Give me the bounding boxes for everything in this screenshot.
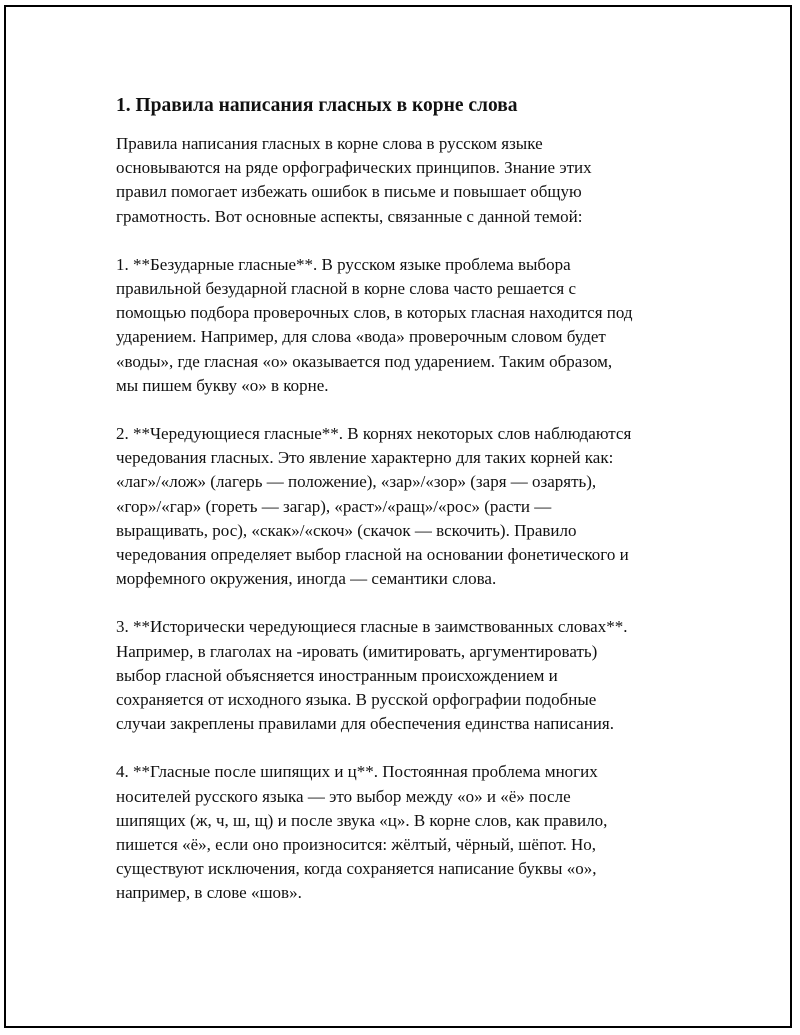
text-line: мы пишем букву «о» в корне. xyxy=(116,375,329,395)
text-line: морфемного окружения, иногда — семантики слова. xyxy=(116,569,497,589)
text-line: выбор гласной объясняется иностранным происхождением и xyxy=(116,665,558,685)
rule-paragraph-borrowed-words xyxy=(116,615,706,736)
text-line: сохраняется от исходного языка. В русской орфографии подобные xyxy=(116,690,597,710)
text-line: «гор»/«гар» (гореть — загар), «раст»/«ращ»/«рос» (расти — xyxy=(116,496,552,516)
text-line: шипящих (ж, ч, ш, щ) и после звука «ц». В корне слов, как правило, xyxy=(116,810,608,830)
text-line: 1. **Безударные гласные**. В русском языке проблема выбора xyxy=(116,254,571,274)
rule-paragraph-sibilants xyxy=(116,760,706,905)
text-line: 2. **Чередующиеся гласные**. В корнях некоторых слов наблюдаются xyxy=(116,424,632,444)
text-line: основываются на ряде орфографических принципов. Знание этих xyxy=(116,158,592,178)
text-line: 3. **Исторически чередующиеся гласные в заимствованных словах**. xyxy=(116,617,628,637)
text-line: 4. **Гласные после шипящих и ц**. Постоянная проблема многих xyxy=(116,762,598,782)
text-line: случаи закреплены правилами для обеспечения единства написания. xyxy=(116,714,614,734)
text-line: ударением. Например, для слова «вода» проверочным словом будет xyxy=(116,327,606,347)
text-line: Правила написания гласных в корне слова в русском языке xyxy=(116,134,543,153)
text-line: Например, в глаголах на -ировать (имитировать, аргументировать) xyxy=(116,641,598,661)
text-line: «воды», где гласная «о» оказывается под ударением. Таким образом, xyxy=(116,351,613,371)
rule-paragraph-unstressed-vowels xyxy=(116,253,706,398)
text-line: «лаг»/«лож» (лагерь — положение), «зар»/«зор» (заря — озарять), xyxy=(116,472,597,492)
text-line: правильной безударной гласной в корне слова часто решается с xyxy=(116,279,576,299)
text-line: правил помогает избежать ошибок в письме и повышает общую xyxy=(116,182,582,202)
intro-paragraph xyxy=(116,132,706,229)
text-line: пишется «ё», если оно произносится: жёлтый, чёрный, шёпот. Но, xyxy=(116,835,596,855)
text-line: чередования гласных. Это явление характерно для таких корней как: xyxy=(116,448,614,468)
text-line: чередования определяет выбор гласной на основании фонетического и xyxy=(116,545,629,565)
text-line: носителей русского языка — это выбор между «о» и «ё» после xyxy=(116,786,571,806)
text-line: помощью подбора проверочных слов, в которых гласная находится под xyxy=(116,303,633,323)
document-body xyxy=(116,92,706,930)
rule-paragraph-alternating-vowels xyxy=(116,422,706,591)
text-line: грамотность. Вот основные аспекты, связанные с данной темой: xyxy=(116,206,583,226)
text-line: существуют исключения, когда сохраняется написание буквы «о», xyxy=(116,859,597,879)
section-heading: 1. Правила написания гласных в корне слова xyxy=(116,95,518,116)
text-line: например, в слове «шов». xyxy=(116,883,302,903)
text-line: выращивать, рос), «скак»/«скоч» (скачок — вскочить). Правило xyxy=(116,520,577,540)
